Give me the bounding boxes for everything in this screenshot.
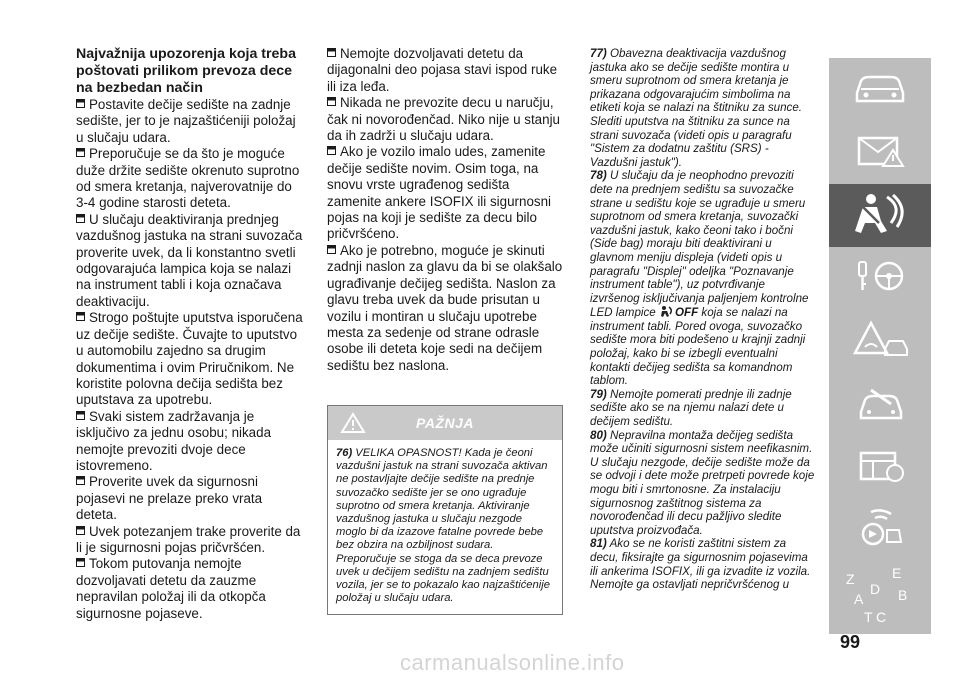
note-text: Ako se ne koristi zaštitni sistem za decu, fiksirajte ga sigurnosnim pojasevima ili ankerima ISOFIX, ili ga izvadite iz vozila. Nemojte ga ostavljati nepričvršćenog u [590, 537, 811, 592]
bullet-item [76, 310, 304, 408]
note-79 [590, 388, 816, 429]
warning-number: 76) [336, 447, 353, 459]
index-letter: Z [846, 570, 855, 587]
note-number: 77) [590, 47, 607, 60]
bullet-item [76, 97, 304, 146]
tab-warnings[interactable] [829, 121, 931, 184]
tab-emergency[interactable] [829, 310, 931, 373]
bullet-square-icon [76, 526, 85, 535]
warning-header [328, 406, 562, 440]
index-letter: T [864, 608, 873, 625]
bullet-square-icon [76, 476, 85, 485]
column-2 [327, 46, 565, 374]
index-letter: A [854, 590, 864, 607]
tab-maintenance[interactable] [829, 373, 931, 436]
key-steering-wheel-icon [851, 256, 909, 301]
bullet-square-icon [327, 97, 336, 106]
tab-index[interactable] [829, 562, 931, 634]
tab-car[interactable] [829, 58, 931, 121]
note-number: 78) [590, 169, 607, 183]
bullet-text: Uvek potezanjem trake proverite da li je sigurnosni pojas pričvršćen. [76, 523, 301, 555]
note-77 [590, 47, 816, 169]
bullet-text: Proverite uvek da sigurnosni pojasevi ne prelaze preko vrata deteta. [76, 474, 263, 523]
note-81 [590, 537, 816, 591]
warning-text [328, 440, 562, 605]
bullet-square-icon [76, 558, 85, 567]
bullet-square-icon [327, 245, 336, 254]
warning-box [327, 405, 563, 615]
note-80 [590, 429, 816, 538]
bullet-item [76, 146, 304, 212]
note-text: Nepravilna montaža dečijeg sedišta može učiniti sigurnosni sistem neefikasnim. U slučaju nezgode, dečije sedište može da se odvoji i dete može pretrpeti povrede koje mogu biti i smrtonosne. Za instalaciju sigurnosnog zaštitnog sistema za novorođenčad ili decu pažljivo sledite uputstva proizvođača. [590, 428, 815, 537]
watermark: carmanualsonline.info [400, 650, 625, 675]
airbag-off-led-icon [659, 305, 675, 318]
tab-technical-data[interactable] [829, 436, 931, 499]
wrench-car-icon [851, 382, 909, 427]
chapter-sidebar [829, 58, 931, 634]
index-letter: C [876, 608, 887, 625]
bullet-item [327, 46, 565, 95]
note-text: Nemojte pomerati prednje ili zadnje sedište ako se na njemu nalazi dete u dečijem sedištu. [590, 387, 792, 429]
bullet-item [327, 95, 565, 144]
bullet-square-icon [76, 148, 85, 157]
bullet-item [327, 243, 565, 374]
column-1 [76, 46, 304, 622]
bullet-item [76, 474, 304, 523]
section-heading: Najvažnija upozorenja koja treba poštovati prilikom prevoza dece na bezbedan način [76, 46, 296, 96]
specs-gauge-icon [851, 445, 909, 490]
note-text: koja se nalazi na instrument tabli. Pored ovoga, suvozačko sedište mora biti podešeno u krajnji zadnji položaj, kako bi se izbegli eventualni kontakti dečijeg sedišta sa komandnom tablom. [590, 306, 806, 388]
warning-title: PAŽNJA [416, 415, 474, 431]
note-text: Obavezna deaktivacija vazdušnog jastuka ako se dečije sedište montira u smeru suprotnom od smera kretanja je prikazana odgovarajućim simbolima na etiketi koja se nalazi na štitniku za sunce. Slediti uputstva na štitniku za sunce na strani suvozača (videti opis u paragrafu "Sistem za dodatnu zaštitu (SRS) - Vazdušni jastuk"). [590, 47, 803, 169]
car-icon [851, 67, 909, 112]
envelope-warning-icon [851, 130, 909, 175]
bullet-square-icon [76, 99, 85, 108]
seatbelt-airbag-icon [851, 191, 909, 240]
bullet-item [76, 556, 304, 622]
bullet-text: Tokom putovanja nemojte dozvoljavati detetu da zauzme nepravilan položaj ili da otkopča sigurnosne pojaseve. [76, 556, 266, 621]
index-letter: B [898, 586, 908, 603]
note-number: 81) [590, 537, 607, 551]
bullet-text: Nikada ne prevozite decu u naručju, čak ni novorođenčad. Niko nije u stanju da ih zadrži u slučaju udara. [327, 95, 560, 144]
bullet-text: Postavite dečije sedište na zadnje sedište, jer to je najzaštićeniji položaj u slučaju udara. [76, 97, 296, 145]
index-letter: E [892, 564, 902, 581]
bullet-square-icon [76, 411, 85, 420]
bullet-square-icon [327, 48, 336, 57]
column-3 [590, 47, 816, 592]
bullet-item [327, 144, 565, 242]
bullet-text: Nemojte dozvoljavati detetu da dijagonalni deo pojasa stavi ispod ruke ili iza leđa. [327, 46, 558, 94]
warning-body: VELIKA OPASNOST! Kada je čeoni vazdušni jastuk na strani suvozača aktivan ne postavljajte dečije sedište na prednje suvozačko sedište jer se ono ugrađuje suprotno od smera kretanja. Aktiviranje vazdušnog jastuka u slučaju nezgode moglo bi da izazove fatalne povrede bebe bez obzira na ozbiljnost sudara. Preporučuje se stoga da se deca prevoze uvek u dečijem sedištu na zadnjem sedištu vozila, jer se to pokazalo kao najzaštićenije položaj u slučaju udara. [336, 447, 550, 605]
bullet-text: Preporučuje se da što je moguće duže držite sedište okrenuto suprotno od smera kretanja, najverovatnije do 3-4 godine starosti deteta. [76, 146, 300, 211]
note-number: 79) [590, 387, 607, 401]
bullet-text: Svaki sistem zadržavanja je isključivo za jednu osobu; nikada nemojte prevoziti dvoje dece istovremeno. [76, 408, 272, 473]
note-text: U slučaju da je neophodno prevoziti dete na prednjem sedištu sa suvozačke strane u sedištu koje se ugrađuje u smeru suprotnom od smera kretanja, suvozački vazdušni jastuk, kako čeoni tako i bočni (Side bag) moraju biti deaktivirani u glavnom meniju displeja (videti opis u paragrafu "Displej" odeljka "Poznavanje instrument table"), uz potvrđivanje izvršenog isključivanja paljenjem kontrolne LED lampice [590, 169, 809, 320]
note-number: 80) [590, 428, 607, 442]
bullet-text: U slučaju deaktiviranja prednjeg vazdušnog jastuka na strani suvozača proverite uvek, da li konstantno svetli odgovarajuća lampica koja se nalazi na instrument tabli i koja označava deaktivaciju. [76, 211, 303, 309]
tab-starting-driving[interactable] [829, 247, 931, 310]
bullet-text: Ako je vozilo imalo udes, zamenite dečije sedište novim. Osim toga, na snovu vrste ugrađenog sedišta zamenite ankere ISOFIX ili sigurnosni pojas na koji je sedište za decu bilo pričvršćeno. [327, 144, 552, 242]
page-number: 99 [840, 632, 861, 652]
bullet-item [76, 409, 304, 475]
tab-safety[interactable] [829, 184, 931, 247]
index-letter: D [870, 580, 881, 597]
warning-triangle-car-icon [851, 319, 909, 364]
bullet-text: Strogo poštujte uputstva isporučena uz dečije sedište. Čuvajte to uputstvo u automobilu zajedno sa drugim dokumentima i ovim Priručnikom. Ne koristite polovna dečija sedišta bez uputstava za upotrebu. [76, 310, 303, 408]
bullet-square-icon [76, 312, 85, 321]
multimedia-icon [851, 506, 909, 555]
bullet-square-icon [76, 214, 85, 223]
bullet-square-icon [327, 146, 336, 155]
led-off-label: OFF [674, 306, 699, 320]
bullet-text: Ako je potrebno, moguće je skinuti zadnji naslon za glavu da bi se olakšalo ugrađivanje dečijeg sedišta. Naslon za glavu treba uvek da bude prisutan u vozilu i montiran u slučaju upotrebe mesta za sedenje od strane odrasle osobe ili deteta koje sedi na dečijem sedištu bez naslona. [327, 242, 563, 373]
bullet-item [76, 212, 304, 310]
note-78 [590, 169, 816, 388]
tab-multimedia[interactable] [829, 499, 931, 562]
bullet-item [76, 524, 304, 557]
index-letters-icon [840, 564, 920, 633]
